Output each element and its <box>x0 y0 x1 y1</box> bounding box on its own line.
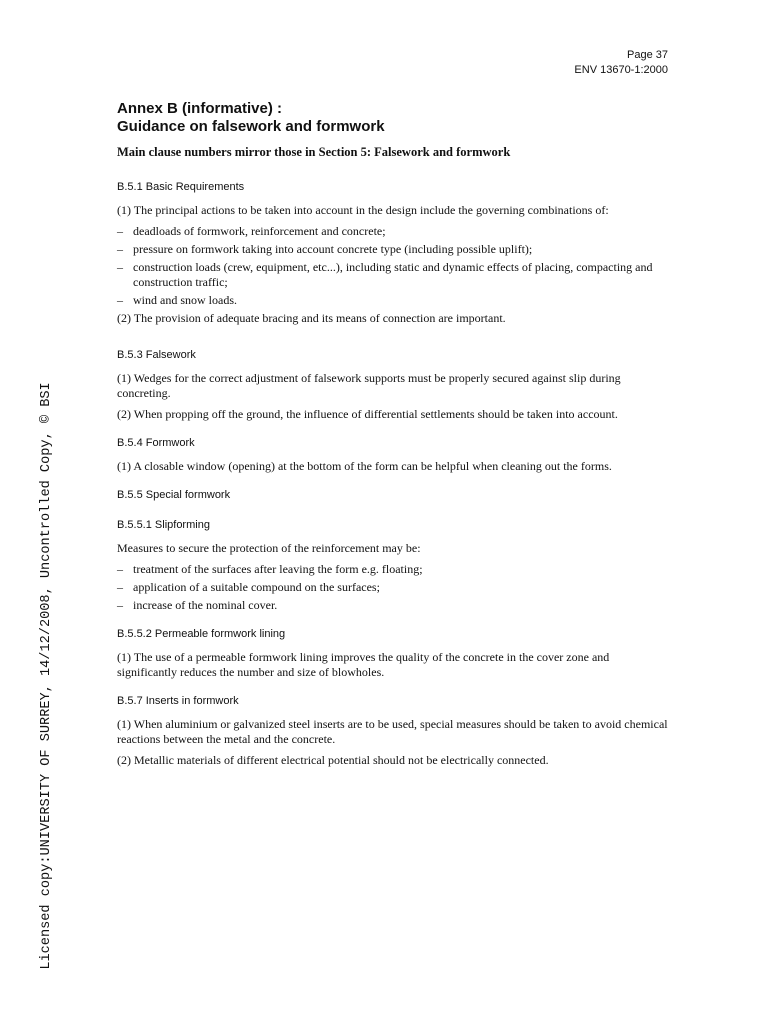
list-item: – increase of the nominal cover. <box>117 598 672 613</box>
paragraph: (2) When propping off the ground, the influence of differential settlements should be taken into account. <box>117 407 618 421</box>
bullet-list <box>117 224 672 308</box>
paragraph: (1) The principal actions to be taken into account in the design include the governing combinations of: <box>117 203 609 217</box>
section-b-5-5-1 <box>117 518 672 613</box>
paragraph: (1) When aluminium or galvanized steel inserts are to be used, special measures should be taken to avoid chemical reactions between the metal and the concrete. <box>117 717 668 746</box>
section-heading: B.5.4 Formwork <box>117 437 195 449</box>
section-b-5-5 <box>117 488 672 502</box>
paragraph: Measures to secure the protection of the reinforcement may be: <box>117 541 421 555</box>
section-heading: B.5.5 Special formwork <box>117 489 231 501</box>
annex-title-line1: Annex B (informative) : <box>117 100 283 117</box>
list-item: – deadloads of formwork, reinforcement and concrete; <box>117 224 672 239</box>
license-watermark-text: Licensed copy:UNIVERSITY OF SURREY, 14/12/2008, Uncontrolled Copy, © BSI <box>39 382 54 970</box>
paragraph: (2) Metallic materials of different electrical potential should not be electrically connected. <box>117 753 549 767</box>
section-b-5-7 <box>117 694 672 768</box>
section-b-5-5-2 <box>117 627 672 680</box>
section-heading: B.5.5.2 Permeable formwork lining <box>117 628 286 640</box>
section-heading: B.5.5.1 Slipforming <box>117 519 210 531</box>
section-heading: B.5.7 Inserts in formwork <box>117 695 239 707</box>
section-heading: B.5.3 Falsework <box>117 349 196 361</box>
section-b-5-1 <box>117 180 672 326</box>
annex-title-line2: Guidance on falsework and formwork <box>117 118 385 135</box>
page-number: Page 37 <box>627 49 668 61</box>
paragraph: (1) The use of a permeable formwork lining improves the quality of the concrete in the cover zone and significantly reduces the number and size of blowholes. <box>117 650 610 679</box>
paragraph: (1) A closable window (opening) at the bottom of the form can be helpful when cleaning out the forms. <box>117 459 612 473</box>
section-heading: B.5.1 Basic Requirements <box>117 181 245 193</box>
paragraph: (1) Wedges for the correct adjustment of falsework supports must be properly secured against slip during concreting. <box>117 371 621 400</box>
list-item: – pressure on formwork taking into account concrete type (including possible uplift); <box>117 242 672 257</box>
document-body <box>117 100 672 774</box>
section-b-5-3 <box>117 348 672 422</box>
annex-subtitle: Main clause numbers mirror those in Section 5: Falsework and formwork <box>117 145 511 159</box>
paragraph: (2) The provision of adequate bracing and its means of connection are important. <box>117 311 506 325</box>
standard-reference: ENV 13670-1:2000 <box>574 64 668 76</box>
section-b-5-4 <box>117 436 672 474</box>
annex-title <box>117 100 672 136</box>
list-item: – wind and snow loads. <box>117 293 672 308</box>
bullet-list <box>117 562 672 613</box>
page-header <box>574 48 668 78</box>
list-item: – treatment of the surfaces after leaving the form e.g. floating; <box>117 562 672 577</box>
list-item: – construction loads (crew, equipment, etc...), including static and dynamic effects of placing, compacting and construction traffic; <box>117 260 672 290</box>
list-item: – application of a suitable compound on the surfaces; <box>117 580 672 595</box>
